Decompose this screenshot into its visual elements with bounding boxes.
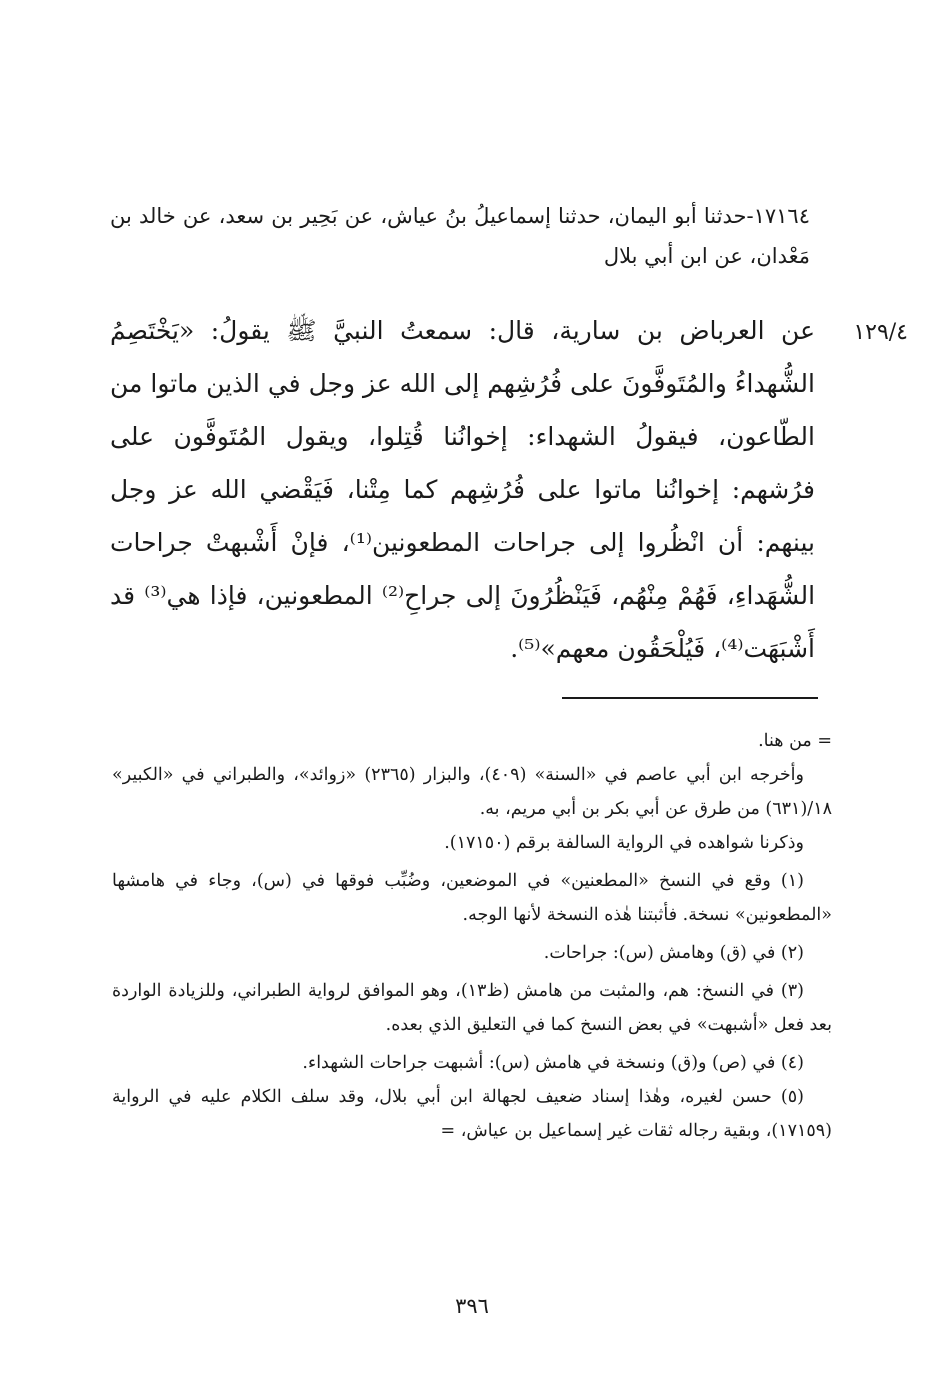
matn-text: عن العرباض بن سارية، قال: سمعتُ النبيَّ ﷺ يقولُ: «يَخْتَصِمُ الشُّهداءُ والمُتَوفَّونَ على فُرُشِهم إلى الله عز وجل في الذين ماتوا من الطّاعون، فيقولُ الشهداء: إخوانُنا قُتِلوا، ويقول المُتَوفَّون على فرُشهم: إخوانُنا ماتوا على فُرُشِهم كما مِتْنا، فَيَقْضي الله عز وجل بينهم: أن انْظُروا إلى جراحات المطعونين⁽¹⁾، فإنْ أَشْبهتْ جراحات الشُّهَداءِ، فَهُمْ مِنْهُم، فَيَنْظُرُونَ إلى جراحِ⁽²⁾ المطعونين، فإذا هي⁽³⁾ قد أَشْبَهَت⁽⁴⁾، فَيُلْحَقُون معهم»⁽⁵⁾. — [110, 316, 816, 663]
footnote-continuation: = من هنا. — [758, 731, 832, 751]
footnote-1: (١) وقع في النسخ «المطعنين» في الموضعين، وضُبِّب فوقها في (س)، وجاء في هامشها «المطعونين» نسخة. فأثبتنا هٰذه النسخة لأنها الوجه. — [112, 871, 832, 925]
volume-page-reference: ١٢٩/٤ — [853, 320, 908, 345]
hadith-isnad — [110, 196, 810, 276]
isnad-text: ١٧١٦٤-حدثنا أبو اليمان، حدثنا إسماعيلُ بنُ عياش، عن بَحِير بن سعد، عن خالد بن مَعْدان، عن ابن أبي بلال — [110, 204, 810, 268]
footnote-3: (٣) في النسخ: هم، والمثبت من هامش (ظ١٣)، وهو الموافق لرواية الطبراني، وللزيادة الواردة بعد فعل «أشبهت» في بعض النسخ كما في التعليق الذي بعده. — [112, 981, 832, 1035]
hadith-matn — [110, 304, 815, 675]
footnote-5: (٥) حسن لغيره، وهٰذا إسناد ضعيف لجهالة ابن أبي بلال، وقد سلف الكلام عليه في الرواية (١٧١٥٩)، وبقية رجاله ثقات غير إسماعيل بن عياش، = — [112, 1087, 832, 1141]
footnotes — [112, 724, 832, 1148]
footnote-separator — [562, 697, 818, 699]
footnote-shawahid: وذكرنا شواهده في الرواية السالفة برقم (١٧١٥٠). — [444, 833, 804, 853]
footnote-2: (٢) في (ق) وهامش (س): جراحات. — [543, 943, 804, 963]
page-number: ٣٩٦ — [455, 1294, 489, 1318]
footnote-takhrij: وأخرجه ابن أبي عاصم في «السنة» (٤٠٩)، والبزار (٢٣٦٥) «زوائد»، والطبراني في «الكبير» ١٨/(٦٣١) من طرق عن أبي بكر بن أبي مريم، به. — [112, 765, 832, 819]
footnote-4: (٤) في (ص) و(ق) ونسخة في هامش (س): أشبهت جراحات الشهداء. — [302, 1053, 804, 1073]
